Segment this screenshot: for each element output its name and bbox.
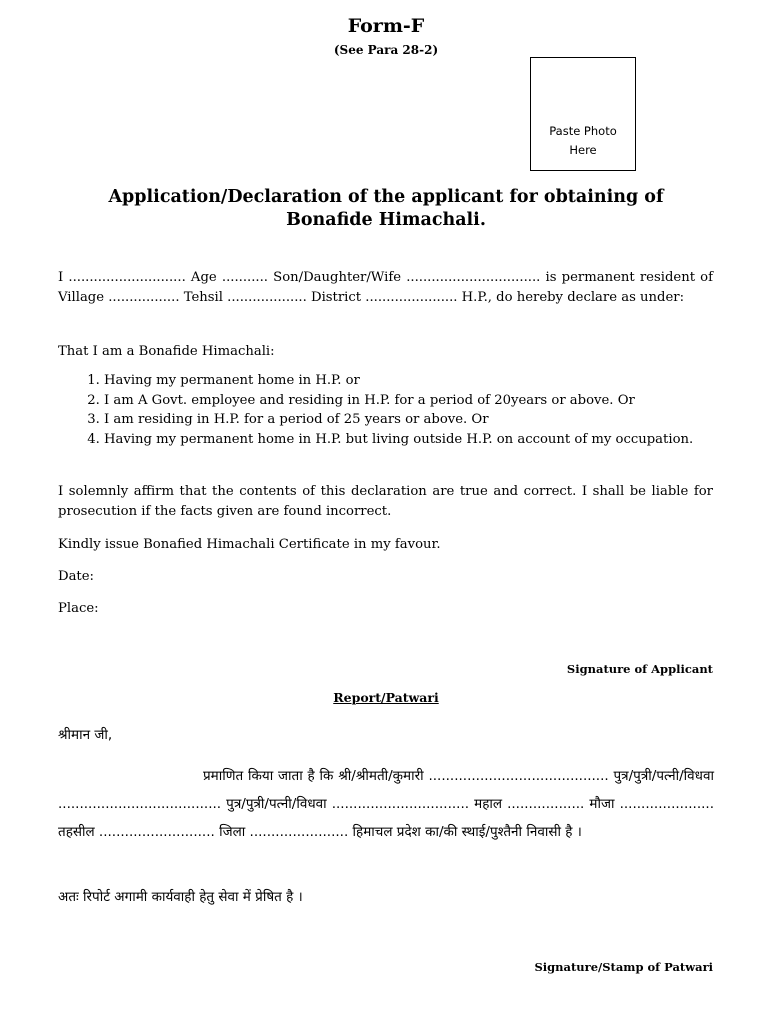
application-heading	[60, 186, 712, 232]
photo-placeholder-text	[531, 122, 635, 160]
reasons-list	[58, 371, 713, 449]
form-subtitle: (See Para 28-2)	[333, 43, 439, 57]
patwari-signature-label: Signature/Stamp of Patwari	[534, 960, 713, 974]
report-body: प्रमाणित किया जाता है कि श्री/श्रीमती/कुमारी .......................................... पुत्र/पुत्री/पत्नी/विधवा ...................................... पुत्र/पुत्री/पत्नी/विधवा ................................ महाल .................. मौजा ...................... तहसील ........................... जिला ....................... हिमाचल प्रदेश का/की स्थाई/पुश्तैनी निवासी है ।	[58, 768, 714, 840]
reason-item: 1. Having my permanent home in H.P. or	[104, 371, 713, 391]
report-salutation: श्रीमान जी,	[58, 727, 113, 743]
reason-item: 4. Having my permanent home in H.P. but living outside H.P. on account of my occupation.	[104, 430, 713, 450]
date-label: Date:	[58, 569, 94, 584]
report-closing: अतः रिपोर्ट अगामी कार्यवाही हेतु सेवा में प्रेषित है ।	[58, 889, 303, 905]
place-label: Place:	[58, 601, 99, 616]
applicant-signature-label: Signature of Applicant	[566, 662, 713, 676]
photo-text-line2: Here	[569, 143, 597, 157]
reason-item: 3. I am residing in H.P. for a period of 25 years or above. Or	[104, 410, 713, 430]
heading-line2: Bonafide Himachali.	[286, 210, 486, 230]
bonafide-statement: That I am a Bonafide Himachali:	[58, 344, 275, 359]
affirmation-text: I solemnly affirm that the contents of this declaration are true and correct. I shall be liable for prosecution if the facts given are found incorrect.	[58, 484, 713, 519]
reason-item: 2. I am A Govt. employee and residing in H.P. for a period of 20years or above. Or	[104, 391, 713, 411]
photo-text-line1: Paste Photo	[549, 124, 617, 138]
certificate-request: Kindly issue Bonafied Himachali Certificate in my favour.	[58, 537, 441, 552]
photo-placeholder-box	[530, 57, 636, 171]
declaration-intro: I ............................ Age ........... Son/Daughter/Wife ................................ is permanent resident of Village ................. Tehsil ................... District ...................... H.P., do hereby declare as under:	[58, 270, 713, 305]
form-title: Form-F	[347, 15, 425, 37]
heading-line1: Application/Declaration of the applicant for obtaining of	[108, 187, 664, 207]
report-heading: Report/Patwari	[333, 690, 439, 705]
